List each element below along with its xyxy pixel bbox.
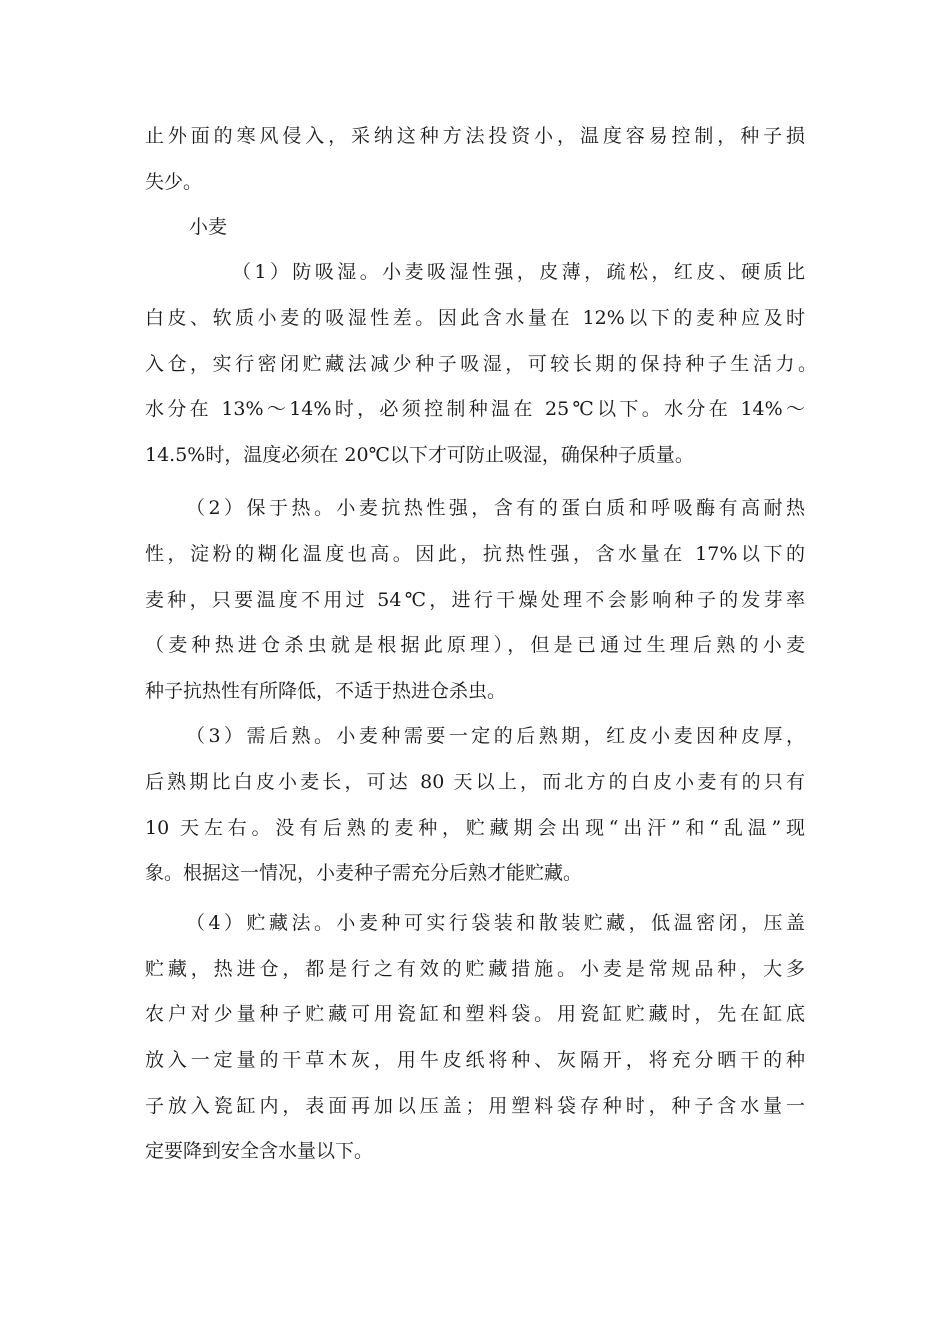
intro-line-1: 止外面的寒风侵入，采纳这种方法投资小，温度容易控制，种子损: [145, 125, 805, 147]
paragraph4-line-5: 子放入瓷缸内，表面再加以压盖；用塑料袋存种时，种子含水量一: [145, 1095, 805, 1117]
paragraph1-line-4: 水分在 13%～14%时，必须控制种温在 25℃以下。水分在 14%～: [145, 398, 805, 420]
paragraph2-line-2: 性，淀粉的糊化温度也高。因此，抗热性强，含水量在 17%以下的: [145, 543, 805, 565]
paragraph3-line-4: 象。根据这一情况，小麦种子需充分后熟才能贮藏。: [145, 862, 583, 884]
paragraph4-line-6: 定要降到安全含水量以下。: [145, 1140, 374, 1162]
paragraph3-line-2: 后熟期比白皮小麦长，可达 80 天以上，而北方的白皮小麦有的只有: [145, 771, 805, 793]
paragraph1-line-1: （1）防吸湿。小麦吸湿性强，皮薄，疏松，红皮、硬质比: [232, 261, 805, 283]
paragraph1-line-3: 入仓，实行密闭贮藏法减少种子吸湿，可较长期的保持种子生活力。: [145, 353, 817, 375]
paragraph4-line-4: 放入一定量的干草木灰，用牛皮纸将种、灰隔开，将充分晒干的种: [145, 1049, 805, 1071]
paragraph3-line-3: 10 天左右。没有后熟的麦种，贮藏期会出现“出汗”和“乱温”现: [145, 817, 805, 839]
intro-line-2: 失少。: [145, 171, 203, 193]
paragraph2-line-3: 麦种，只要温度不用过 54℃，进行干燥处理不会影响种子的发芽率: [145, 589, 805, 611]
paragraph1-line-5: 14.5%时，温度必须在 20℃以下才可防止吸湿，确保种子质量。: [145, 444, 694, 466]
paragraph4-line-2: 贮藏，热进仓，都是行之有效的贮藏措施。小麦是常规品种，大多: [145, 958, 805, 980]
paragraph1-line-2: 白皮、软质小麦的吸湿性差。因此含水量在 12%以下的麦种应及时: [145, 307, 805, 329]
section-heading: 小麦: [189, 216, 228, 238]
paragraph2-line-5: 种子抗热性有所降低，不适于热进仓杀虫。: [145, 680, 507, 702]
paragraph4-line-1: （4）贮藏法。小麦种可实行袋装和散装贮藏，低温密闭，压盖: [186, 912, 805, 934]
paragraph4-line-3: 农户对少量种子贮藏可用瓷缸和塑料袋。用瓷缸贮藏时，先在缸底: [145, 1003, 805, 1025]
paragraph2-line-1: （2）保于热。小麦抗热性强，含有的蛋白质和呼吸酶有高耐热: [186, 497, 805, 519]
paragraph3-line-1: （3）需后熟。小麦种需要一定的后熟期，红皮小麦因种皮厚，: [186, 725, 805, 747]
paragraph2-line-4: （麦种热进仓杀虫就是根据此原理），但是已通过生理后熟的小麦: [145, 634, 805, 656]
